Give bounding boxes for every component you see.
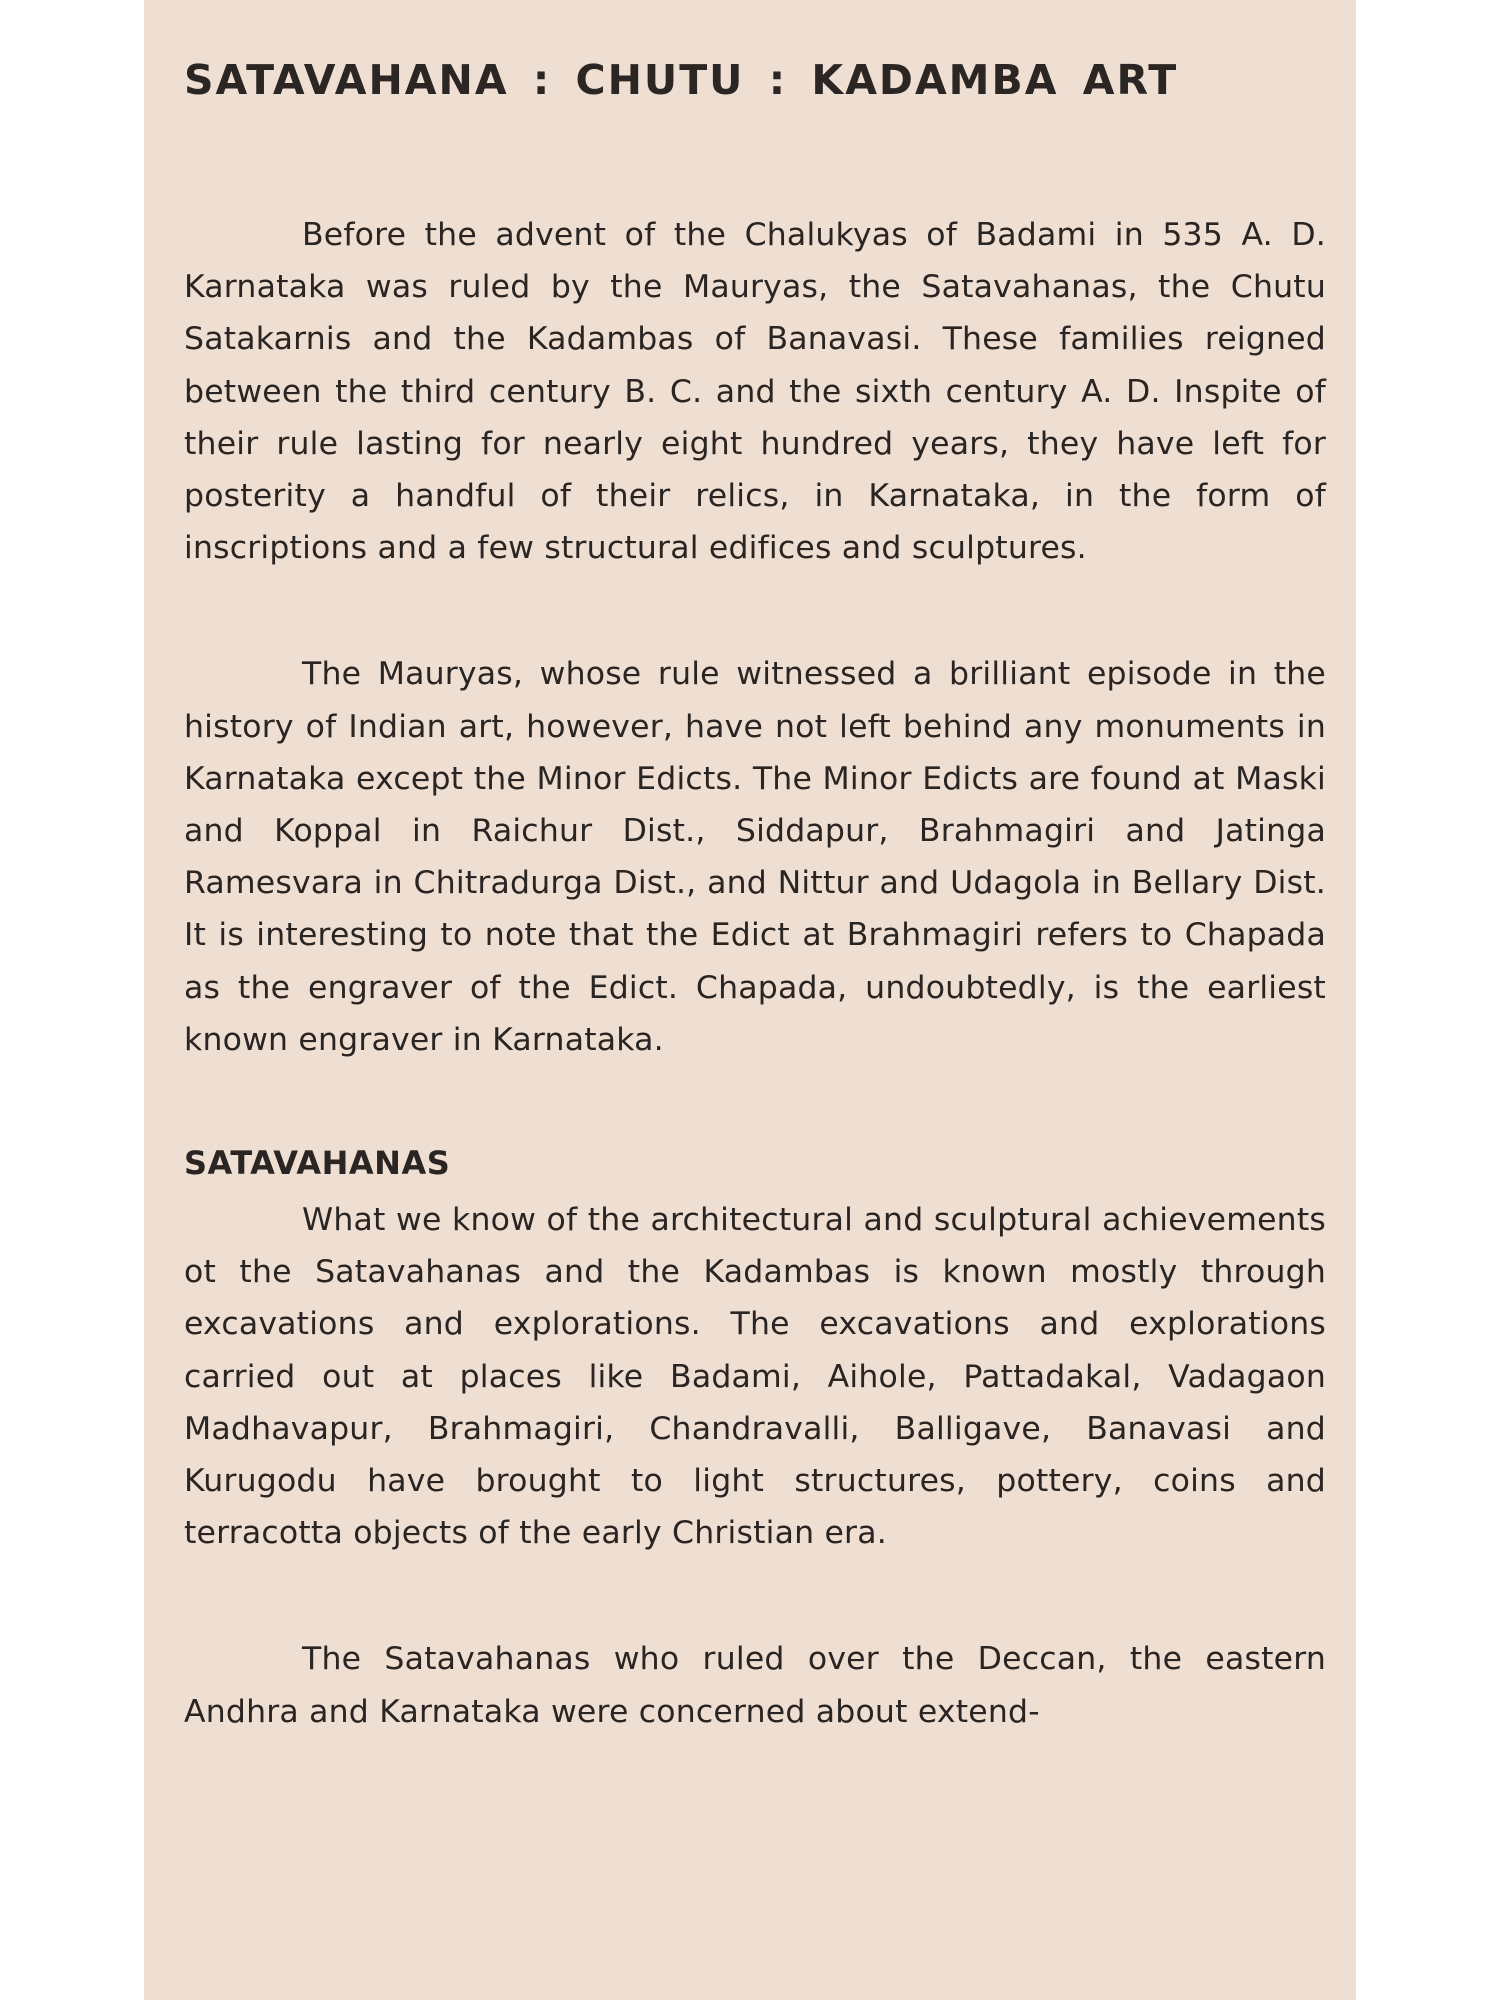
mauryas-paragraph: The Mauryas, whose rule witnessed a brilliant episode in the history of Indian art, however, have not left behind any monuments in Karnataka except the Minor Edicts. The Minor Edicts are found at Maski and Koppal in Raichur Dist., Siddapur, Brahmagiri and Jatinga Ramesvara in Chitradurga Dist., and Nittur and Udagola in Bellary Dist. It is interesting to note that the Edict at Brahmagiri refers to Chapada as the engraver of the Edict. Chapada, undoubtedly, is the earliest known engraver in Karnataka. — [184, 656, 1326, 1058]
satavahanas-rule-paragraph: The Satavahanas who ruled over the Deccan, the eastern Andhra and Karnataka were concerned about extend- — [184, 1641, 1326, 1730]
book-page — [144, 0, 1356, 2000]
page-title: SATAVAHANA : CHUTU : KADAMBA ART — [184, 56, 1179, 104]
section-heading-satavahanas: SATAVAHANAS — [184, 1144, 451, 1183]
excavations-paragraph: What we know of the architectural and sculptural achievements ot the Satavahanas and the Kadambas is known mostly through excavations and explorations. The excavations and explorations carried out at places like Badami, Aihole, Pattadakal, Vadagaon Madhavapur, Brahmagiri, Chandravalli, Balligave, Banavasi and Kurugodu have brought to light structures, pottery, coins and terracotta objects of the early Christian era. — [184, 1202, 1326, 1552]
intro-paragraph: Before the advent of the Chalukyas of Badami in 535 A. D. Karnataka was ruled by the Mauryas, the Satavahanas, the Chutu Satakarnis and the Kadambas of Banavasi. These families reigned between the third century B. C. and the sixth century A. D. Inspite of their rule lasting for nearly eight hundred years, they have left for posterity a handful of their relics, in Karnataka, in the form of inscriptions and a few structural edifices and sculptures. — [184, 217, 1326, 567]
page-content — [184, 42, 1326, 1738]
